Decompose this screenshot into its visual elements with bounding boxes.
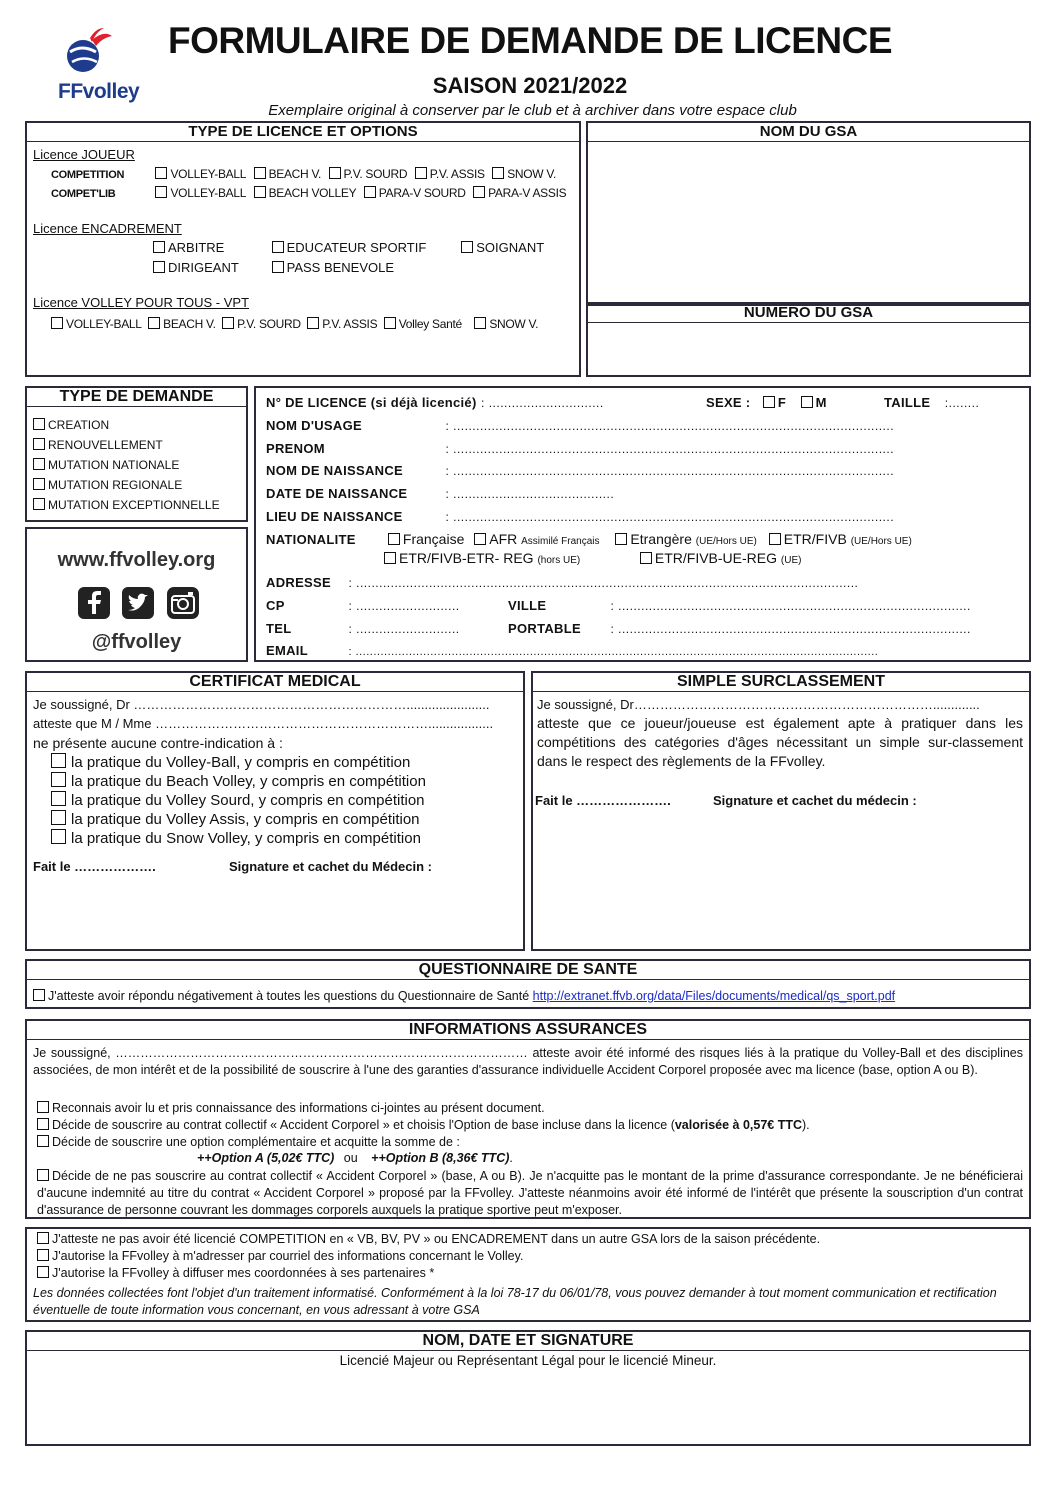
competition-label: COMPETITION [51, 169, 125, 181]
twitter-icon[interactable] [121, 586, 155, 620]
ville-row: VILLE : ............................................................................................ [508, 598, 971, 613]
certificat-header: CERTIFICAT MEDICAL [27, 673, 523, 692]
taille-row: TAILLE :........ [884, 395, 980, 410]
vpt-opt-beach[interactable]: BEACH V. [146, 315, 216, 332]
nat-etr-fivb-ue-reg-checkbox[interactable]: ETR/FIVB-UE-REG (UE) [640, 550, 802, 566]
demand-opt-renouvellement[interactable]: RENOUVELLEMENT [33, 438, 163, 452]
nom-usage-row: NOM D'USAGE : ................................................................................................................... [266, 418, 895, 433]
assurances-section [25, 1019, 1031, 1219]
licence-joueur-label: Licence JOUEUR [33, 147, 135, 162]
certificat-opt-sourd[interactable]: la pratique du Volley Sourd, y compris en compétition [51, 791, 425, 809]
nat-francaise-checkbox[interactable]: Française [388, 531, 464, 547]
gsa-number-header: NUMERO DU GSA [588, 304, 1029, 323]
sexe-f-checkbox[interactable]: F [763, 394, 786, 411]
demand-type-section [25, 386, 248, 522]
email-row: EMAIL : ................................................................................................................................................... [266, 643, 879, 658]
encadrement-opt-educateur[interactable]: EDUCATEUR SPORTIF [272, 240, 458, 255]
licence-number-row: N° DE LICENCE (si déjà licencié) : .............................. [266, 395, 604, 410]
encadrement-row1 [153, 240, 544, 255]
licence-type-section [25, 121, 581, 377]
competlib-label: COMPET'LIB [51, 188, 116, 200]
option-a[interactable]: ++Option A (5,02€ TTC) [197, 1151, 335, 1165]
questionnaire-section [25, 959, 1031, 1009]
ville-field[interactable]: : ............................................................................................ [610, 599, 971, 613]
certificat-opt-volleyball[interactable]: la pratique du Volley-Ball, y compris en compétition [51, 753, 410, 771]
nom-naissance-field[interactable]: : ................................................................................................................... [445, 464, 895, 478]
nat-etrangere-checkbox[interactable]: Etrangère (UE/Hors UE) [615, 531, 757, 547]
season-title: SAISON 2021/2022 [432, 73, 628, 98]
encadrement-opt-arbitre[interactable]: ARBITRE [153, 240, 268, 255]
demand-opt-mutation-exceptionnelle[interactable]: MUTATION EXCEPTIONNELLE [33, 498, 220, 512]
attestations-note: Les données collectées font l'objet d'un traitement informatisé. Conformément à la loi 78-17 du 06/01/78, vous pouvez demander à tout moment communication et rectification éventuelle de toute information vous concernant, en vous adressant à votre GSA [33, 1286, 997, 1317]
attestation-courriel[interactable]: J'autorise la FFvolley à m'adresser par courriel des informations concernant le Volley. [37, 1249, 523, 1263]
subtitle: Exemplaire original à conserver par le club et à archiver dans votre espace club [268, 102, 797, 119]
certificat-fait-le[interactable]: Fait le ………………. [33, 859, 156, 874]
signature-area[interactable] [27, 1372, 1029, 1444]
signature-section [25, 1330, 1031, 1446]
encadrement-opt-dirigeant[interactable]: DIRIGEANT [153, 260, 268, 275]
prenom-field[interactable]: : ................................................................................................................... [445, 442, 895, 456]
nationalite-row1: NATIONALITE Française AFR Assimilé Français Etrangère (UE/Hors UE) ETR/FIVB (UE/Hors UE) [266, 531, 912, 547]
ball-logo-icon [52, 22, 130, 82]
sexe-row: SEXE : F M [706, 395, 827, 410]
licence-vpt-label: Licence VOLLEY POUR TOUS - VPT [33, 295, 250, 310]
gsa-name-section [586, 121, 1031, 306]
instagram-icon[interactable] [166, 586, 200, 620]
lieu-naissance-field[interactable]: : ................................................................................................................... [445, 510, 895, 524]
certificat-line1[interactable]: Je soussigné, Dr ………………………………………………………....................... [33, 697, 490, 712]
surclassement-fait-le[interactable]: Fait le …………………. [535, 793, 671, 808]
attestation-licence[interactable]: J'atteste ne pas avoir été licencié COMPETITION en « VB, BV, PV » ou ENCADREMENT dans un autre GSA lors de la saison précédente. [37, 1232, 820, 1246]
identity-section [254, 386, 1031, 662]
certificat-opt-assis[interactable]: la pratique du Volley Assis, y compris en compétition [51, 810, 420, 828]
demand-opt-mutation-regionale[interactable]: MUTATION REGIONALE [33, 478, 182, 492]
gsa-number-field[interactable] [588, 324, 1029, 375]
certificat-opt-snow[interactable]: la pratique du Snow Volley, y compris en compétition [51, 829, 421, 847]
vpt-opt-sourd[interactable]: P.V. SOURD [220, 315, 301, 332]
demand-opt-creation[interactable]: CREATION [33, 418, 109, 432]
attestation-partenaires[interactable]: J'autorise la FFvolley à diffuser mes coordonnées à ses partenaires * [37, 1266, 434, 1280]
encadrement-row2 [153, 260, 394, 275]
vpt-opt-volleyball[interactable]: VOLLEY-BALL [51, 315, 142, 332]
email-field[interactable]: : ................................................................................................................................................... [348, 646, 879, 658]
nat-etr-fivb-etr-reg-checkbox[interactable]: ETR/FIVB-ETR- REG (hors UE) [384, 550, 636, 566]
licence-number-field[interactable]: : .............................. [481, 396, 604, 410]
gsa-number-section [586, 302, 1031, 377]
surclassement-header: SIMPLE SURCLASSEMENT [533, 673, 1029, 692]
competlib-opt-beach[interactable]: BEACH VOLLEY [251, 184, 357, 201]
website-link[interactable]: www.ffvolley.org [57, 549, 216, 571]
social-handle[interactable]: @ffvolley [91, 631, 182, 653]
competition-opt-sourd[interactable]: P.V. SOURD [326, 165, 408, 182]
facebook-icon[interactable] [77, 586, 111, 620]
date-naissance-row: DATE DE NAISSANCE : .......................................... [266, 486, 615, 501]
assurance-opt-base[interactable]: Décide de souscrire au contrat collectif « Accident Corporel » et choisis l'Option de base incluse dans la licence (valorisée à 0,57€ TTC). [37, 1118, 810, 1132]
nom-usage-field[interactable]: : ................................................................................................................... [445, 419, 895, 433]
adresse-row: ADRESSE : ................................................................................................................................... [266, 575, 859, 590]
questionnaire-link[interactable]: http://extranet.ffvb.org/data/Files/documents/medical/qs_sport.pdf [532, 989, 896, 1003]
vpt-opt-assis[interactable]: P.V. ASSIS [305, 315, 377, 332]
surclassement-signature: Signature et cachet du médecin : [713, 793, 917, 808]
prenom-row: PRENOM : ................................................................................................................... [266, 441, 895, 456]
vpt-row [51, 315, 538, 333]
vpt-opt-sante[interactable]: Volley Santé [382, 315, 462, 332]
tel-field[interactable]: : ........................... [348, 622, 460, 636]
demand-opt-mutation-nationale[interactable]: MUTATION NATIONALE [33, 458, 179, 472]
adresse-field[interactable]: : ................................................................................................................................... [348, 576, 859, 590]
taille-field[interactable]: :........ [944, 396, 980, 410]
assurances-header: INFORMATIONS ASSURANCES [27, 1021, 1029, 1040]
competlib-row [51, 184, 566, 202]
date-naissance-field[interactable]: : .......................................... [445, 487, 615, 501]
surclassement-line1[interactable]: Je soussigné, Dr……………………………………………………………............. [537, 697, 980, 712]
certificat-section [25, 671, 525, 951]
cp-field[interactable]: : ........................... [348, 599, 460, 613]
vpt-opt-snow[interactable]: SNOW V. [466, 315, 538, 332]
page-title: FORMULAIRE DE DEMANDE DE LICENCE [167, 20, 893, 61]
ffvolley-logo [52, 22, 140, 104]
surclassement-text: atteste que ce joueur/joueuse est également apte à pratiquer dans les compétitions des catégories d'âges nécessitant un simple sur-classement dans le respect des règlements de la FFvolley. [537, 715, 1023, 769]
social-icons [77, 586, 200, 625]
questionnaire-checkbox-row[interactable]: J'atteste avoir répondu négativement à toutes les questions du Questionnaire de Santé http://extranet.ffvb.org/data/Files/documents/medical/qs_sport.pdf [33, 989, 895, 1003]
social-section [25, 527, 248, 662]
tel-row: TEL : ........................... [266, 621, 460, 636]
nat-afr-checkbox[interactable]: AFR Assimilé Français [474, 531, 599, 547]
signature-header: NOM, DATE ET SIGNATURE [27, 1332, 1029, 1351]
competlib-opt-volleyball[interactable]: VOLLEY-BALL [155, 184, 246, 201]
nom-naissance-row: NOM DE NAISSANCE : ................................................................................................................... [266, 463, 895, 478]
certificat-signature: Signature et cachet du Médecin : [229, 859, 432, 874]
assurance-options-ab: ++Option A (5,02€ TTC) ou ++Option B (8,36€ TTC). [197, 1151, 513, 1165]
competition-opt-beach[interactable]: BEACH V. [251, 165, 322, 182]
competlib-opt-assis[interactable]: PARA-V ASSIS [470, 184, 566, 201]
assurance-opt-reconnais[interactable]: Reconnais avoir lu et pris connaissance des informations ci-jointes au présent document. [37, 1101, 545, 1115]
nationalite-row2 [384, 550, 801, 566]
certificat-line3: ne présente aucune contre-indication à : [33, 735, 283, 751]
assurance-opt-complementaire[interactable]: Décide de souscrire une option complémentaire et acquitte la somme de : [37, 1135, 460, 1149]
sexe-m-checkbox[interactable]: M [801, 394, 827, 411]
assurances-intro: Je soussigné, ……………………………………………………………………………………… atteste avoir été informé des risques liés à la pratique du Volley-Ball et des disciplines associées, de mon intérêt et de la possibilité de souscrire à l'une des garanties d'assurance individuelle Accident Corporel proposée avec ma licence (base, option A ou B). [33, 1046, 1023, 1077]
lieu-naissance-row: LIEU DE NAISSANCE : ................................................................................................................... [266, 509, 895, 524]
brand-name: FFvolley [58, 80, 140, 103]
portable-row: PORTABLE : ............................................................................................ [508, 621, 971, 636]
attestations-section [25, 1227, 1031, 1322]
competlib-opt-sourd[interactable]: PARA-V SOURD [361, 184, 466, 201]
gsa-name-header: NOM DU GSA [588, 123, 1029, 142]
cp-row: CP : ........................... [266, 598, 460, 613]
surclassement-section [531, 671, 1031, 951]
licence-encadrement-label: Licence ENCADREMENT [33, 221, 182, 236]
encadrement-opt-pass-benevole[interactable]: PASS BENEVOLE [272, 260, 394, 275]
portable-field[interactable]: : ............................................................................................ [610, 622, 971, 636]
signature-subtitle: Licencié Majeur ou Représentant Légal pour le licencié Mineur. [339, 1353, 717, 1368]
questionnaire-header: QUESTIONNAIRE DE SANTE [27, 961, 1029, 980]
competition-opt-snow[interactable]: SNOW V. [489, 165, 556, 182]
competition-opt-volleyball[interactable]: VOLLEY-BALL [155, 165, 246, 182]
competition-opt-assis[interactable]: P.V. ASSIS [412, 165, 485, 182]
demand-type-header: TYPE DE DEMANDE [27, 388, 246, 407]
gsa-name-field[interactable] [588, 143, 1029, 304]
nat-etr-fivb-checkbox[interactable]: ETR/FIVB (UE/Hors UE) [769, 531, 912, 547]
certificat-line2[interactable]: atteste que M / Mme ……………………………………………………….................. [33, 716, 494, 731]
assurance-opt-refus[interactable]: Décide de ne pas souscrire au contrat collectif « Accident Corporel » (base, A ou B). Je n'acquitte pas le montant de la prime d'assurance correspondante. Je ne bénéficierai d'aucune indemnité au titre du contrat « Accident Corporel » proposé par la FFvolley. J'atteste néanmoins avoir été informé de l'intérêt que présente la souscription d'un contrat d'assurance de personne couvrant les dommages corporels auxquels la pratique sportive peut m'exposer. [37, 1169, 1023, 1217]
licence-type-header: TYPE DE LICENCE ET OPTIONS [27, 123, 579, 142]
certificat-opt-beach[interactable]: la pratique du Beach Volley, y compris en compétition [51, 772, 426, 790]
option-b[interactable]: ++Option B (8,36€ TTC) [371, 1151, 510, 1165]
competition-row [51, 165, 556, 183]
encadrement-opt-soignant[interactable]: SOIGNANT [461, 240, 544, 255]
